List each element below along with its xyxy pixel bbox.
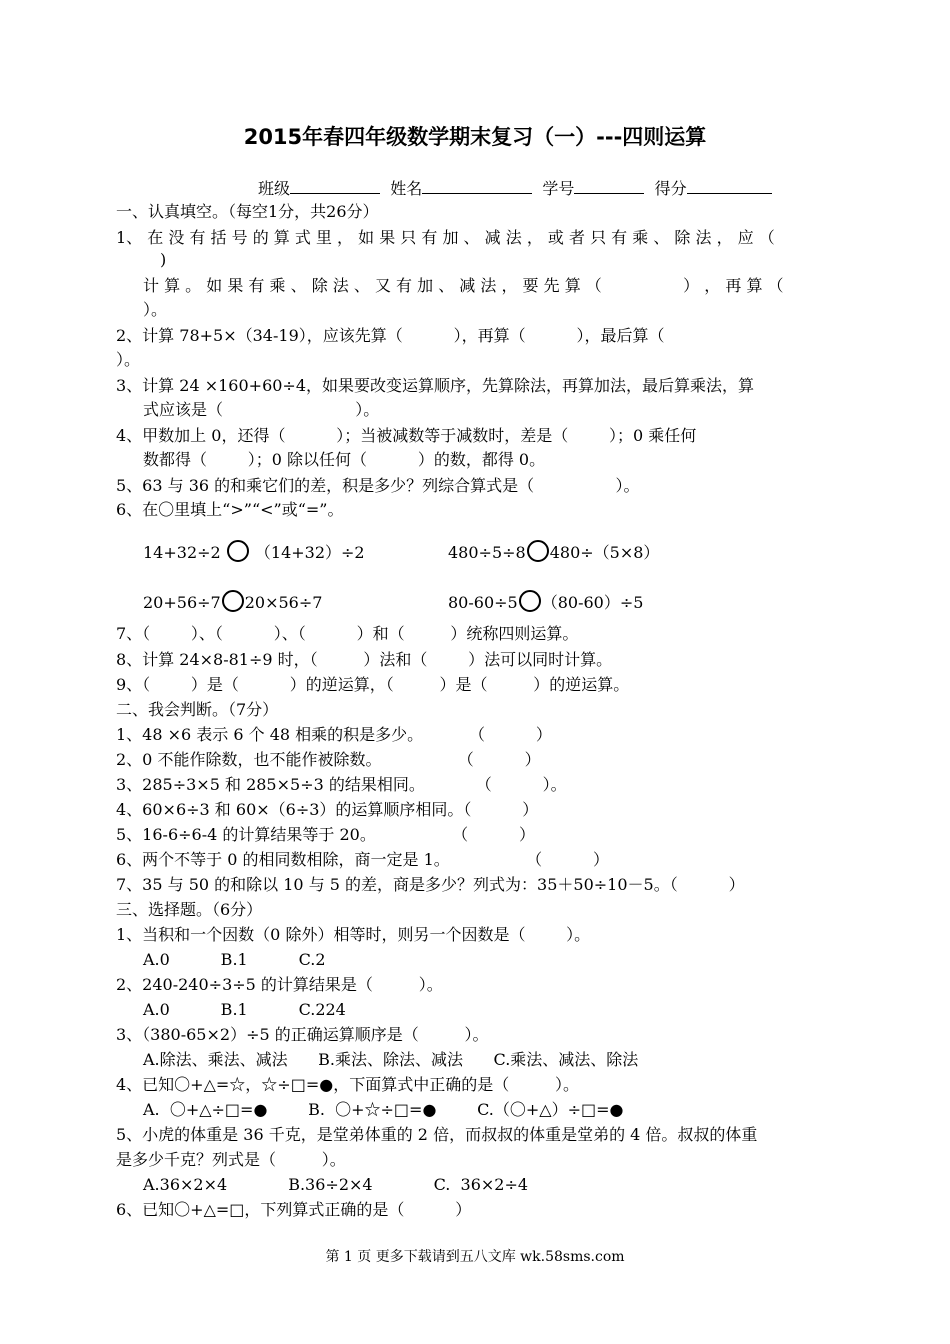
- choice-1-question: 1、当积和一个因数（0 除外）相等时，则另一个因数是（ ）。: [116, 925, 591, 944]
- compare-d-right: （80-60）÷5: [541, 593, 644, 612]
- choice-4-options: A. 〇+△÷□=● B. 〇+☆÷□=● C.（〇+△）÷□=●: [143, 1100, 624, 1119]
- score-blank[interactable]: [687, 177, 772, 194]
- choice-2-options: A.0 B.1 C.224: [143, 1000, 346, 1019]
- compare-item-b: [448, 540, 659, 563]
- question-1-line-2: ): [160, 250, 167, 269]
- question-8: 8、计算 24×8-81÷9 时，（ ）法和（ ）法可以同时计算。: [116, 650, 613, 669]
- page-footer: 第 1 页 更多下载请到五八文库 wk.58sms.com: [325, 1249, 625, 1265]
- choice-5-options: A.36×2×4 B.36÷2×4 C. 36×2÷4: [143, 1175, 529, 1194]
- judge-item: 7、35 与 50 的和除以 10 与 5 的差，商是多少？列式为：35＋50÷10－5。（ ）: [116, 875, 745, 894]
- question-4-line-1: 4、甲数加上 0，还得（ ）；当被减数等于减数时，差是（ ）；0 乘任何: [116, 426, 697, 445]
- choice-2-question: 2、240-240÷3÷5 的计算结果是（ ）。: [116, 975, 443, 994]
- section-2-heading: 二、我会判断。（7分）: [116, 700, 279, 719]
- compare-c-right: 20×56÷7: [244, 593, 323, 612]
- id-label: 学号: [542, 179, 575, 198]
- choice-6-question: 6、已知〇+△=□，下列算式正确的是（ ）: [116, 1200, 472, 1219]
- question-6: 6、在〇里填上“>”“<”或“=”。: [116, 500, 344, 519]
- question-3-line-2: 式应该是（ ）。: [143, 400, 380, 419]
- question-3-line-1: 3、计算 24 ×160+60÷4，如果要改变运算顺序，先算除法，再算加法，最后算乘法，算: [116, 376, 755, 395]
- judge-item: 5、16-6÷6-4 的计算结果等于 20。 （ ）: [116, 825, 535, 844]
- compare-b-left: 480÷5÷8: [448, 543, 526, 562]
- judge-item: 1、48 ×6 表示 6 个 48 相乘的积是多少。 （ ）: [116, 725, 552, 744]
- id-blank[interactable]: [574, 177, 644, 194]
- question-5: 5、63 与 36 的和乘它们的差，积是多少？列综合算式是（ ）。: [116, 476, 640, 495]
- name-blank[interactable]: [422, 177, 532, 194]
- question-1-line-3: 计 算 。 如 果 有 乘 、 除 法 、 又 有 加 、 减 法 ， 要 先 算 （ ） ， 再 算 （: [143, 276, 784, 295]
- page-title: 2015年春四年级数学期末复习（一）---四则运算: [243, 125, 707, 149]
- class-blank[interactable]: [290, 177, 380, 194]
- student-info: [258, 177, 772, 199]
- compare-a-left: 14+32÷2: [143, 543, 226, 562]
- compare-circle-d[interactable]: [519, 590, 541, 612]
- question-7: 7、（ ）、（ ）、（ ）和（ ）统称四则运算。: [116, 624, 579, 643]
- judge-item: 4、60×6÷3 和 60×（6÷3）的运算顺序相同。（ ）: [116, 800, 539, 819]
- compare-circle-a[interactable]: [227, 540, 249, 562]
- choice-3-question: 3、（380-65×2）÷5 的正确运算顺序是（ ）。: [116, 1025, 489, 1044]
- judge-item: 6、两个不等于 0 的相同数相除，商一定是 1。 （ ）: [116, 850, 609, 869]
- choice-4-question: 4、已知〇+△=☆，☆÷□=●，下面算式中正确的是（ ）。: [116, 1075, 579, 1094]
- question-4-line-2: 数都得（ ）；0 除以任何（ ）的数，都得 0。: [143, 450, 546, 469]
- question-2-line-2: ）。: [116, 350, 141, 369]
- choice-3-options: A.除法、乘法、减法 B.乘法、除法、减法 C.乘法、减法、除法: [143, 1050, 639, 1069]
- question-1-line-1: 1、 在 没 有 括 号 的 算 式 里 ， 如 果 只 有 加 、 减 法 ， 或 者 只 有 乘 、 除 法 ， 应 （: [116, 228, 775, 247]
- question-2-line-1: 2、计算 78+5×（34-19），应该先算（ ），再算（ ），最后算（: [116, 326, 665, 345]
- compare-c-left: 20+56÷7: [143, 593, 221, 612]
- question-9: 9、（ ）是（ ）的逆运算，（ ）是（ ）的逆运算。: [116, 675, 630, 694]
- compare-d-left: 80-60÷5: [448, 593, 518, 612]
- judge-item: 2、0 不能作除数，也不能作被除数。 （ ）: [116, 750, 541, 769]
- compare-b-right: 480÷（5×8）: [549, 543, 660, 562]
- section-1-heading: 一、认真填空。（每空1分，共26分）: [116, 202, 379, 221]
- choice-1-options: A.0 B.1 C.2: [143, 950, 326, 969]
- compare-circle-b[interactable]: [527, 540, 549, 562]
- class-label: 班级: [258, 179, 291, 198]
- compare-item-a: [143, 540, 365, 563]
- compare-item-d: [448, 590, 643, 613]
- question-1-line-4: ）。: [143, 300, 168, 319]
- choice-5-question: 5、小虎的体重是 36 千克，是堂弟体重的 2 倍，而叔叔的体重是堂弟的 4 倍。叔叔的体重: [116, 1125, 758, 1144]
- compare-item-c: [143, 590, 322, 613]
- choice-5-question-cont: 是多少千克？列式是（ ）。: [116, 1150, 346, 1169]
- section-3-heading: 三、选择题。（6分）: [116, 900, 263, 919]
- judge-item: 3、285÷3×5 和 285×5÷3 的结果相同。 （ ）。: [116, 775, 567, 794]
- score-label: 得分: [654, 179, 687, 198]
- compare-circle-c[interactable]: [222, 590, 244, 612]
- name-label: 姓名: [390, 179, 423, 198]
- compare-a-right: （14+32）÷2: [249, 543, 365, 562]
